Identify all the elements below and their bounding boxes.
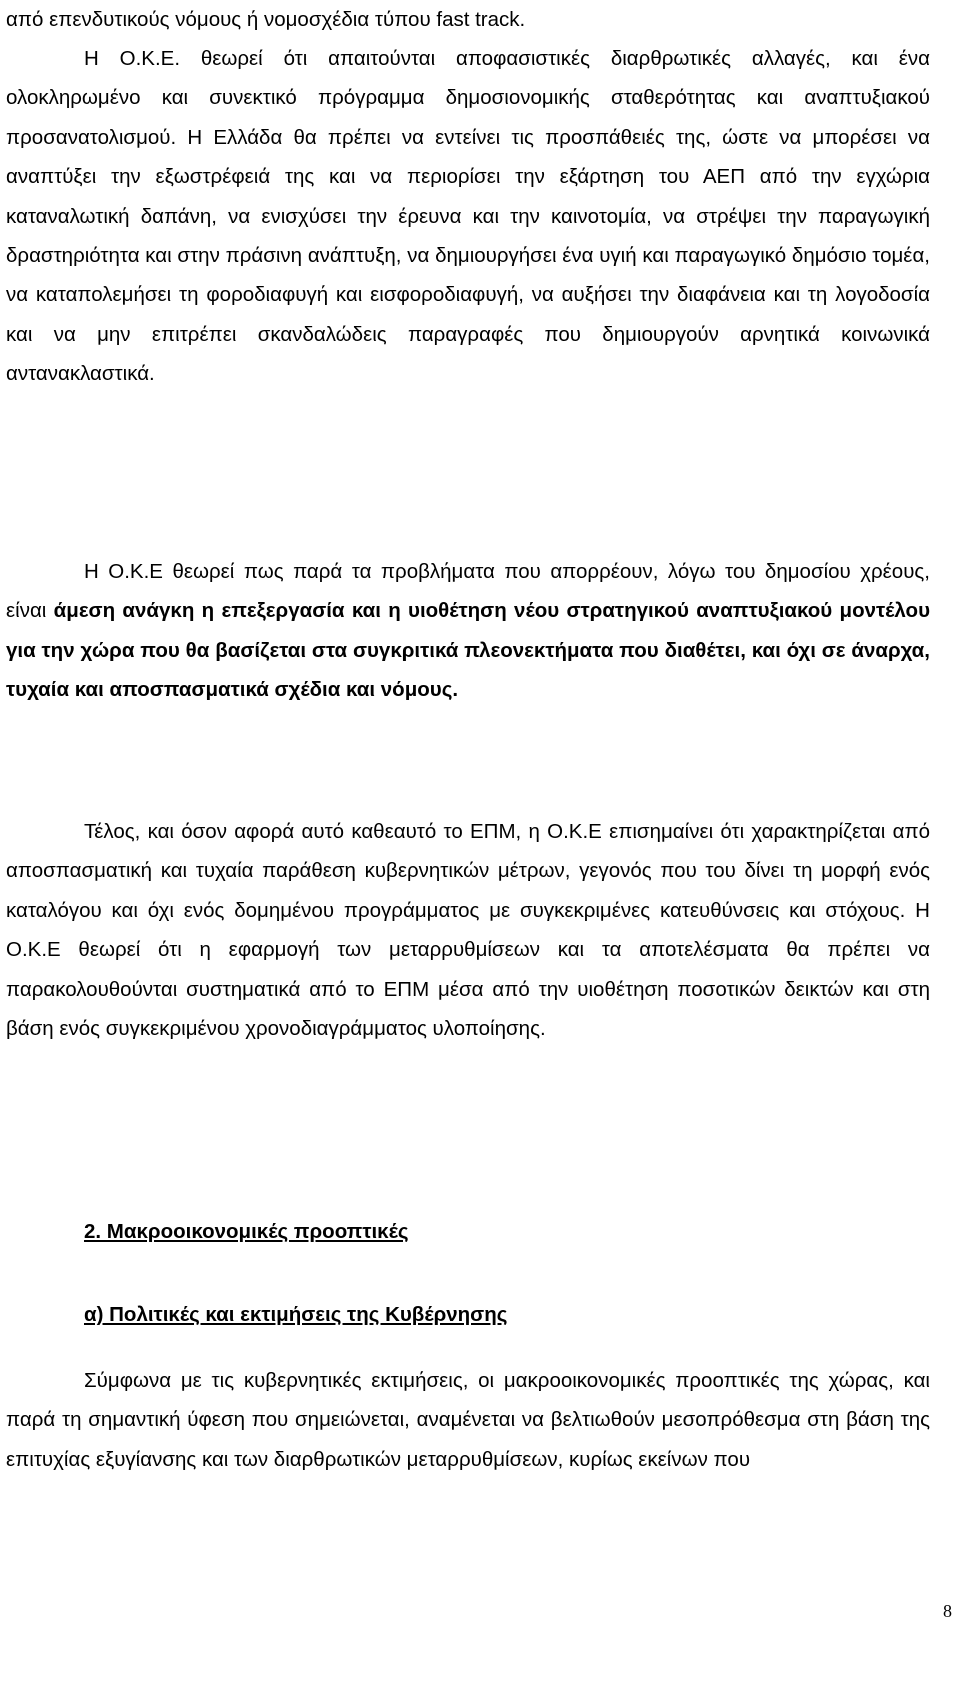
paragraph-government-estimates: Σύμφωνα με τις κυβερνητικές εκτιμήσεις, οι μακροοικονομικές προοπτικές της χώρας, και παρά τη σημαντική ύφεση που σημειώνεται, αναμένεται να βελτιωθούν μεσοπρόθεσμα στη βάση της επιτυχίας εξυγίανσης και των διαρθρωτικών μεταρρυθμίσεων, κυρίως εκείνων που: [6, 1369, 930, 1471]
page-number: 8: [943, 1601, 952, 1621]
paragraph-reforms: Η Ο.Κ.Ε. θεωρεί ότι απαιτούνται αποφασιστικές διαρθρωτικές αλλαγές, και ένα ολοκληρωμένο και συνεκτικό πρόγραμμα δημοσιονομικής σταθερότητας και αναπτυξιακού προσανατολισμού. Η Ελλάδα θα πρέπει να εντείνει τις προσπάθειές της, ώστε να μπορέσει να αναπτύξει την εξωστρέφειά της και να περιορίσει την εξάρτηση του ΑΕΠ από την εγχώρια καταναλωτική δαπάνη, να ενισχύσει την έρευνα και την καινοτομία, να στρέψει την παραγωγική δραστηριότητα και στην πράσινη ανάπτυξη, να δημιουργήσει ένα υγιή και παραγωγικό δημόσιο τομέα, να καταπολεμήσει τη φοροδιαφυγή και εισφοροδιαφυγή, να αυξήσει την διαφάνεια και τη λογοδοσία και να μην επιτρέπει σκανδαλώδεις παραγραφές που δημιουργούν αρνητικά κοινωνικά αντανακλαστικά.: [6, 47, 930, 386]
paragraph-development-model-text: Η Ο.Κ.Ε θεωρεί πως παρά τα προβλήματα που απορρέουν, λόγω του δημοσίου χρέους, είναι: [6, 560, 930, 623]
subsection-heading-government-policies-text: α) Πολιτικές και εκτιμήσεις της Κυβέρνησης: [84, 1303, 508, 1326]
section-heading-macroeconomic: [6, 1218, 930, 1246]
paragraph-development-model-emphasis: άμεση ανάγκη η επεξεργασία και η υιοθέτηση νέου στρατηγικού αναπτυξιακού μοντέλου για την χώρα που θα βασίζεται στα συγκριτικά πλεονεκτήματα που διαθέτει, και όχι σε άναρχα, τυχαία και αποσπασματικά σχέδια και νόμους.: [6, 599, 930, 702]
subsection-heading-government-policies: [6, 1301, 930, 1329]
paragraph-continuation: από επενδυτικούς νόμους ή νομοσχέδια τύπου fast track.: [6, 8, 526, 31]
paragraph-epm-assessment: Τέλος, και όσον αφορά αυτό καθεαυτό το ΕΠΜ, η Ο.Κ.Ε επισημαίνει ότι χαρακτηρίζεται από αποσπασματική και τυχαία παράθεση κυβερνητικών μέτρων, γεγονός που του δίνει τη μορφή ενός καταλόγου και όχι ενός δομημένου προγράμματος με συγκεκριμένες κατευθύνσεις και στόχους. Η Ο.Κ.Ε θεωρεί ότι η εφαρμογή των μεταρρυθμίσεων και τα αποτελέσματα θα πρέπει να παρακολουθούνται συστηματικά από το ΕΠΜ μέσα από την υιοθέτηση ποσοτικών δεικτών και στη βάση ενός συγκεκριμένου χρονοδιαγράμματος υλοποίησης.: [6, 820, 930, 1041]
section-heading-macroeconomic-text: 2. Μακροοικονομικές προοπτικές: [84, 1220, 409, 1243]
paragraph-development-model: [6, 552, 930, 710]
